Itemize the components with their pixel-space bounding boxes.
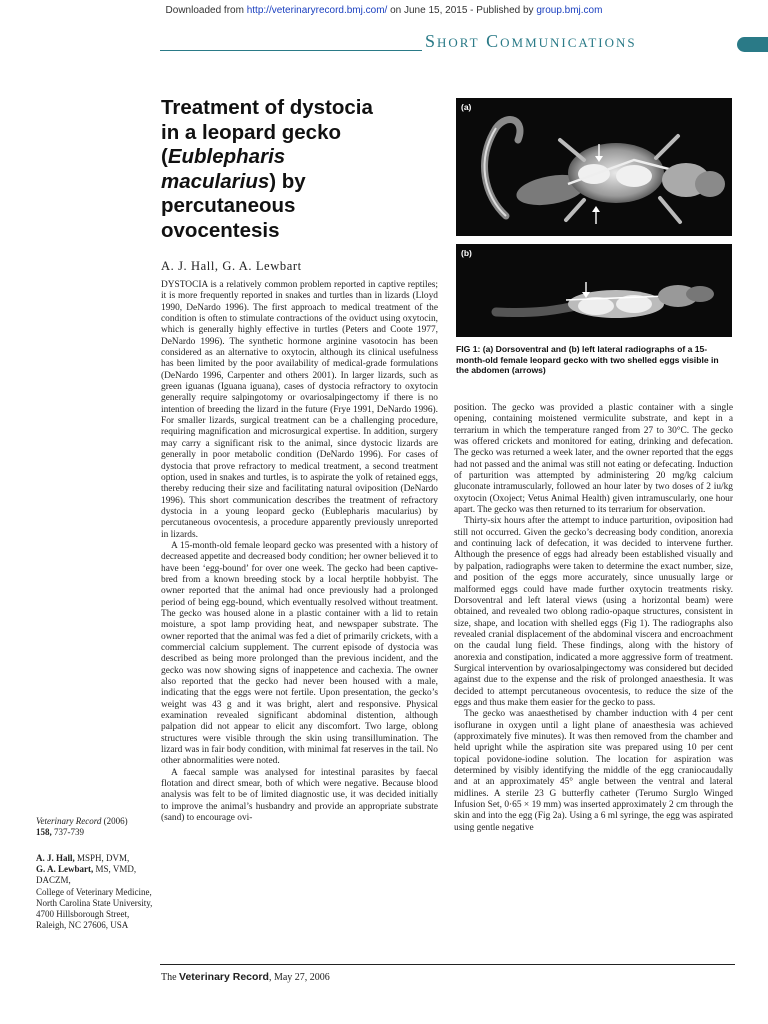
- radiograph-lateral: [456, 244, 732, 337]
- article-authors: A. J. Hall, G. A. Lewbart: [161, 259, 302, 273]
- footer-prefix: The: [161, 972, 177, 983]
- author-name: A. J. Hall,: [36, 853, 75, 863]
- footer-journal: Veterinary Record: [179, 971, 269, 983]
- paragraph: DYSTOCIA is a relatively common problem reported in captive reptiles; it is more frequently reported in snakes and turtles than in lizards (Lloyd 1990, DeNardo 1996). The first approach to medical treatment of the condition is often to stimulate contractions of the oviduct using oxytocin, which is generally highly effective in turtles (Peters and Coote 1977, DeNardo 1996). The synthetic hormone arginine vasotocin has been considered as an alternative to oxytocin, although its clinical usefulness has been limited by the poor availability of medical-grade formulations (DeNardo 1996, Carpenter and others 2001). In larger lizards, such as green iguanas (Iguana iguana), cases of dystocia refractory to oxytocin generally require salpingotomy or ovariosalpingectomy if there is no intention of breeding the lizard in the future (Frye 1991, DeNardo 1996). For smaller lizards, surgical treatment can be a challenging procedure, requiring magnification and microsurgical expertise. In addition, surgery may carry a significant risk to the animal, since dystocic lizards are generally in poor metabolic condition (DeNardo 1996). For cases of dystocia that prove refractory to medical treatment, a second treatment option, used in snakes and turtles, is to aspirate the yolk of retained eggs, thereby reducing their size and facilitating natural oviposition (DeNardo 1996). This short communication describes the treatment of refractory dystocia in a young leopard gecko (Eublepharis macularius) by percutaneous ovocentesis, a procedure apparently previously unreported in lizards.: [161, 280, 438, 540]
- publisher-link[interactable]: group.bmj.com: [536, 5, 603, 16]
- section-heading: Short Communications: [425, 31, 637, 51]
- body-column-left: [161, 280, 438, 825]
- download-mid: on June 15, 2015 - Published by: [390, 5, 534, 16]
- title-line: Treatment of dystocia: [161, 96, 373, 119]
- title-line: in a leopard gecko: [161, 120, 341, 144]
- author-degrees: MS, VMD, DACZM,: [36, 864, 137, 886]
- radiograph-dorsoventral: [456, 98, 732, 236]
- figure-label-a: (a): [461, 102, 472, 112]
- paragraph: A faecal sample was analysed for intestinal parasites by faecal flotation and direct smear, both of which were negative. Because blood analysis was felt to be of limited diagnostic use, it was decided initially to improve the animal’s husbandry and provide an appropriate substrate (sand) to encourage ovi-: [161, 767, 438, 824]
- page-footer: [161, 971, 330, 983]
- body-column-right: [454, 403, 733, 834]
- author-name: G. A. Lewbart,: [36, 864, 94, 875]
- paragraph: position. The gecko was provided a plastic container with a single opening, containing moistened vermiculite substrate, and kept in a terrarium in which the temperature ranged from 27 to 30°C. The gecko was offered crickets and monitored for eating, drinking and defecation. The gecko was returned a week later, and the owner reported that the eggs had not passed and the animal was still not eating or defecating. Induction of parturition was attempted by administering 20 mg/kg calcium gluconate intramuscularly, followed an hour later by two doses of 2 iu/kg oxytocin (Oxoject; Vetus Animal Health) given intramuscularly, one hour apart. The gecko was then returned to its terrarium for observation.: [454, 403, 733, 516]
- author-affiliations: [36, 853, 156, 931]
- author-degrees: MSPH, DVM,: [74, 853, 130, 863]
- title-line: percutaneous: [161, 194, 296, 217]
- footer-date: , May 27, 2006: [268, 972, 330, 983]
- paragraph: Thirty-six hours after the attempt to induce parturition, oviposition had still not occurred. Given the gecko’s decreasing body condition, anorexia and continuing lack of defecation, it was decided to intervene further. Although the presence of eggs had already been established visually and by palpation, radiographs were taken to determine the exact number, size, and position of the eggs more accurately, since unusually large or malformed eggs could have made further oxytocin treatments risky. Dorsoventral and left lateral views (using a horizontal beam) were obtained, and revealed two oblong radio-opaque structures, consistent in size, shape, and location with shelled eggs (Fig 1). The radiographs also revealed cranial displacement of the abdominal viscera and encroachment on the caudal lung field. These findings, along with the history of anorexia and constipation, indicated a more aggressive form of treatment. Surgical intervention by ovariosalpingectomy was considered but decided against due to the expense and the risk of prolonged anaesthesia. It was decided to attempt percutaneous ovocentesis, to reduce the size of the eggs and thus make them easier for the gecko to pass.: [454, 516, 733, 708]
- journal-citation: [36, 816, 156, 838]
- download-banner: [0, 5, 768, 16]
- gecko-xray-lateral: [456, 244, 732, 337]
- paragraph: A 15-month-old female leopard gecko was presented with a history of decreased appetite and decreased body condition; her owner believed it to have been ‘egg-bound’ for over one week. The gecko had been captive-bred from a known breeding stock by a local herptile hobbyist. The owner reported that the animal had once previously had a prolonged period of being egg-bound, which eventually resolved without treatment. The gecko was housed alone in a plastic container with a lid to retain moisture, a spot lamp providing heat, and newspaper substrate. The owner reported that the animal was fed a diet of primarily crickets, with a commercial calcium supplement. The current episode of dystocia was described as being more prolonged than the previous incident, and the gecko was now showing signs of inappetence and cachexia. The owner also reported that the gecko had never been housed with a male, indicating that the eggs were not fertile. Upon presentation, the gecko’s weight was 43 g and it was bright, alert and responsive. Physical examination revealed significant abdominal distention, although palpation did not appear to elicit any discomfort. Two large, oblong structures were visible through the skin using transillumination. The lizard was in fair body condition, with minimal fat reserves in the tail. No other abnormalities were noted.: [161, 540, 438, 767]
- citation-journal: Veterinary Record: [36, 816, 102, 826]
- genus-name: Eublepharis: [167, 145, 286, 168]
- citation-year: (2006): [101, 816, 128, 826]
- title-line: ) by: [269, 169, 306, 193]
- citation-pages: 737-739: [51, 827, 84, 838]
- figure-label-b: (b): [461, 248, 472, 258]
- section-tab-marker: [737, 37, 768, 52]
- download-prefix: Downloaded from: [165, 5, 244, 16]
- title-line: ovocentesis: [161, 218, 280, 242]
- section-rule: [160, 50, 422, 51]
- article-title: [161, 96, 416, 243]
- paragraph: The gecko was anaesthetised by chamber induction with 4 per cent isoflurane in oxygen until a light plane of anaesthesia was achieved (approximately five minutes). It was then removed from the chamber and held upright while the aspiration site was prepared using 10 per cent topical povidone-iodine solution. The location for aspiration was determined by visibly identifying the middle of the egg craniocaudally and at an approximately 45° angle between the ventral and lateral midlines. A sterile 23 G butterfly catheter (Terumo Surglo Winged Infusion Set, 0·65 × 19 mm) was inserted approximately 2 cm through the skin and into the egg (Fig 2a). Using a 6 ml syringe, the egg was aspirated using gentle negative: [454, 709, 733, 833]
- author-address: College of Veterinary Medicine, North Carolina State University, 4700 Hillsborough Street, Raleigh, NC 27606, USA: [36, 886, 153, 931]
- gecko-xray-dorsoventral: [456, 98, 732, 236]
- journal-link[interactable]: http://veterinaryrecord.bmj.com/: [246, 5, 388, 16]
- species-name: macularius: [161, 169, 270, 193]
- footer-rule: [160, 964, 735, 965]
- title-paren: (: [161, 145, 168, 168]
- figure-caption: FIG 1: (a) Dorsoventral and (b) left lateral radiographs of a 15-month-old female leopard gecko with two shelled eggs visible in the abdomen (arrows): [456, 344, 719, 375]
- citation-volume: 158,: [36, 827, 52, 838]
